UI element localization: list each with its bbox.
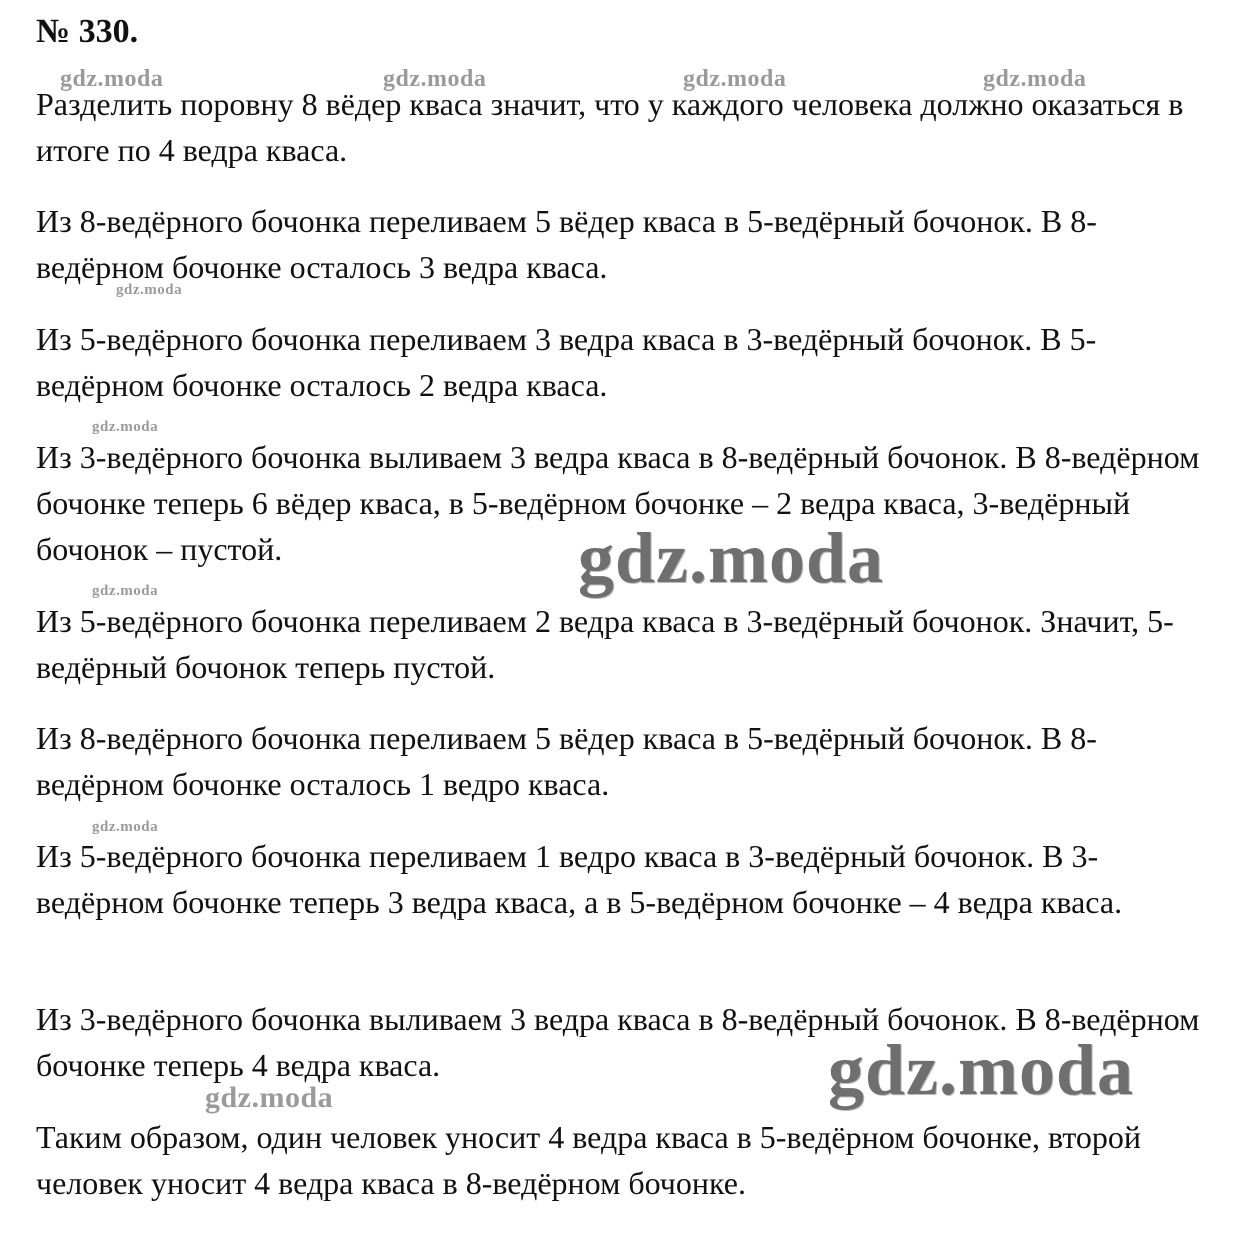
- watermark-large: gdz.moda: [828, 1030, 1135, 1110]
- problem-number: № 330.: [36, 13, 139, 50]
- paragraph-step-3: Из 3-ведёрного бочонка выливаем 3 ведра кваса в 8-ведёрный бочонок. В 8-ведёрном бочонке теперь 6 вёдер кваса, в 5-ведёрном бочонке – 2 ведра кваса, 3-ведёрный бочонок – пустой.: [36, 439, 1200, 567]
- paragraph-intro: Разделить поровну 8 вёдер кваса значит, что у каждого человека должно оказаться в итоге по 4 ведра кваса.: [36, 86, 1184, 168]
- watermark: gdz.moda: [205, 1081, 334, 1114]
- watermark: gdz.moda: [683, 66, 787, 92]
- paragraph-step-5: Из 8-ведёрного бочонка переливаем 5 вёдер кваса в 5-ведёрный бочонок. В 8-ведёрном бочонке осталось 1 ведро кваса.: [36, 720, 1097, 802]
- watermark: gdz.moda: [60, 66, 164, 92]
- watermark: gdz.moda: [116, 282, 183, 298]
- watermark: gdz.moda: [983, 66, 1087, 92]
- watermark: gdz.moda: [92, 419, 159, 435]
- watermark: gdz.moda: [92, 819, 159, 835]
- watermark: gdz.moda: [92, 583, 159, 599]
- paragraph-step-7: Из 3-ведёрного бочонка выливаем 3 ведра кваса в 8-ведёрный бочонок. В 8-ведёрном бочонке теперь 4 ведра кваса.: [36, 1001, 1200, 1083]
- paragraph-step-6: Из 5-ведёрного бочонка переливаем 1 ведро кваса в 3-ведёрный бочонок. В 3-ведёрном бочонке теперь 3 ведра кваса, а в 5-ведёрном бочонке – 4 ведра кваса.: [36, 838, 1123, 920]
- paragraph-conclusion: Таким образом, один человек уносит 4 ведра кваса в 5-ведёрном бочонке, второй человек уносит 4 ведра кваса в 8-ведёрном бочонке.: [36, 1119, 1141, 1201]
- paragraph-step-4: Из 5-ведёрного бочонка переливаем 2 ведра кваса в 3-ведёрный бочонок. Значит, 5-ведёрный бочонок теперь пустой.: [36, 603, 1174, 685]
- watermark: gdz.moda: [383, 66, 487, 92]
- paragraph-step-1: Из 8-ведёрного бочонка переливаем 5 вёдер кваса в 5-ведёрный бочонок. В 8-ведёрном бочонке осталось 3 ведра кваса.: [36, 203, 1097, 285]
- paragraph-step-2: Из 5-ведёрного бочонка переливаем 3 ведра кваса в 3-ведёрный бочонок. В 5-ведёрном бочонке осталось 2 ведра кваса.: [36, 321, 1097, 403]
- watermark-large: gdz.moda: [578, 518, 885, 598]
